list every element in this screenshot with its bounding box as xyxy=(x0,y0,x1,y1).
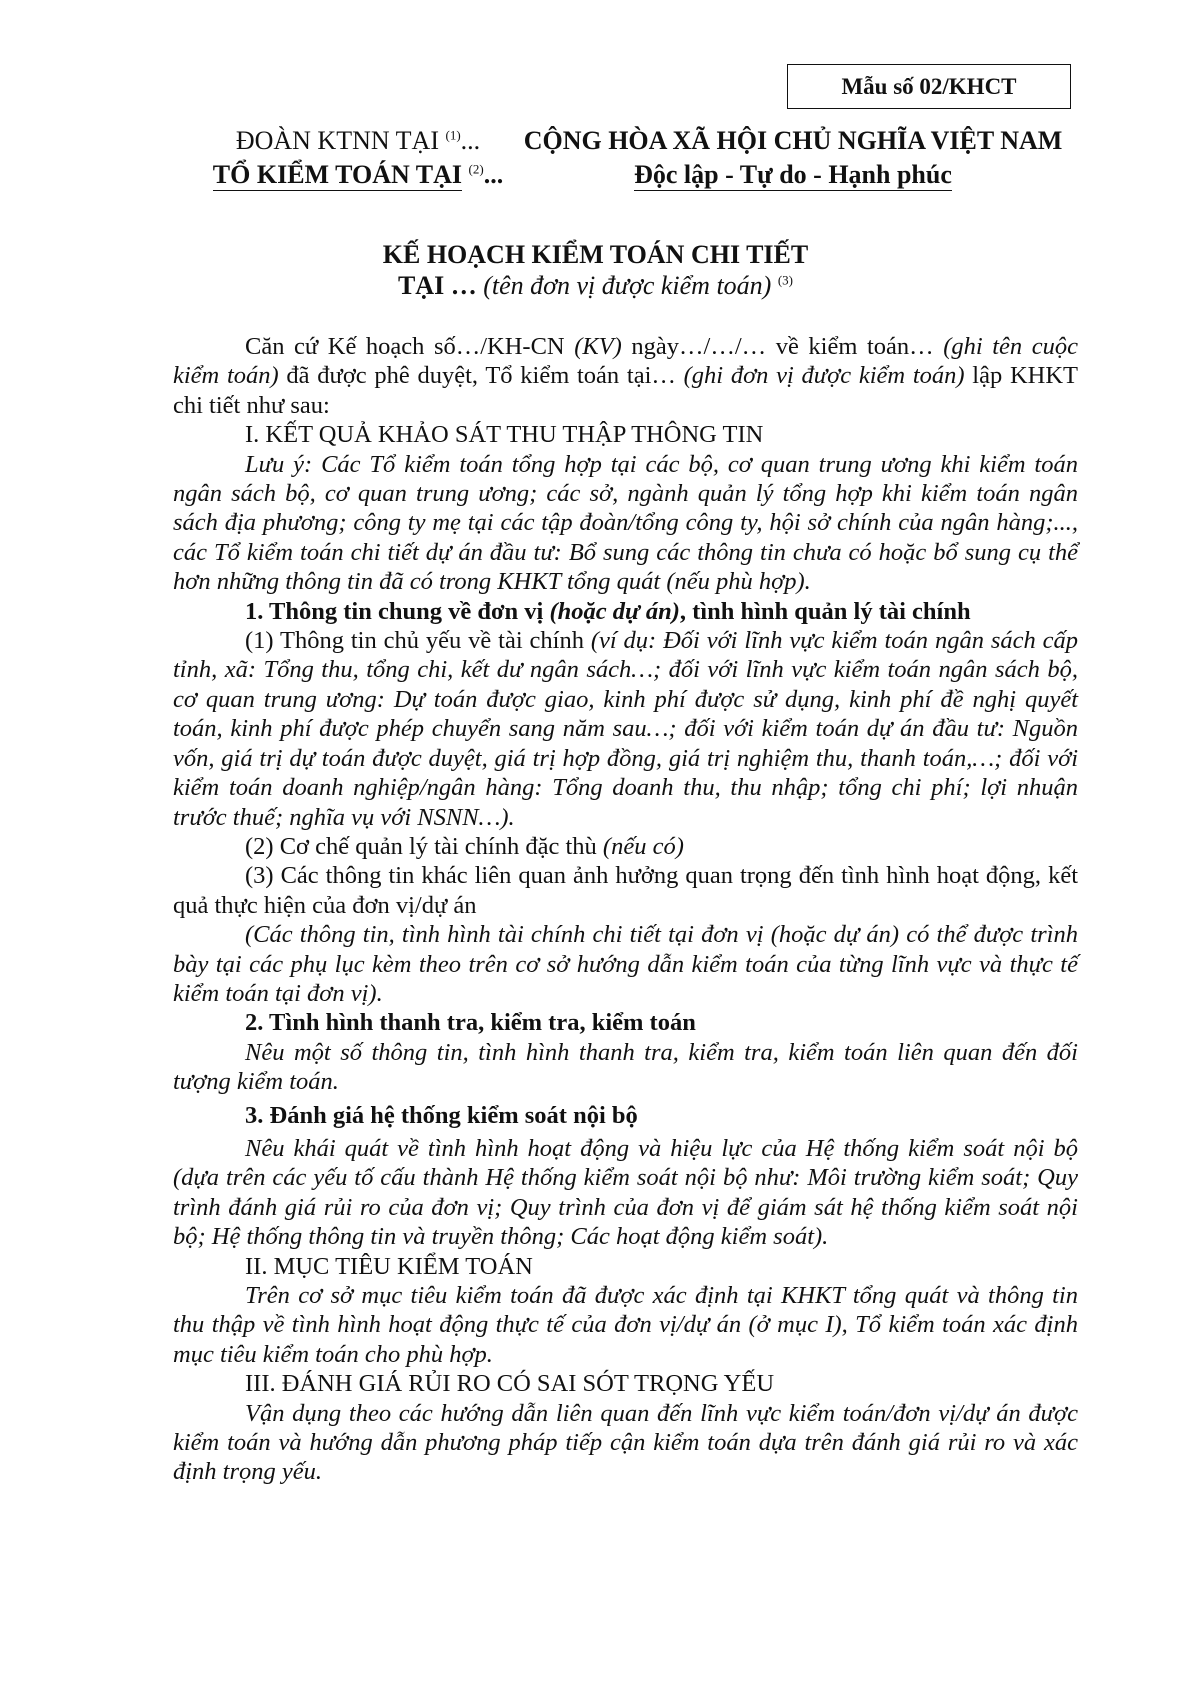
section1-heading: I. KẾT QUẢ KHẢO SÁT THU THẬP THÔNG TIN xyxy=(245,421,764,449)
national-motto-wrap xyxy=(508,158,1078,192)
subsection1-item3: (3) Các thông tin khác liên quan ảnh hưởng quan trọng đến tình hình hoạt động, kết quả thực hiện của đơn vị/dự án xyxy=(173,862,1078,919)
document-body xyxy=(173,332,1078,1487)
subsection1-heading: 1. Thông tin chung về đơn vị (hoặc dự án), tình hình quản lý tài chính xyxy=(245,597,971,625)
subsection3-text: Nêu khái quát về tình hình hoạt động và hiệu lực của Hệ thống kiểm soát nội bộ (dựa trên các yếu tố cấu thành Hệ thống kiểm soát nội bộ như: Môi trường kiểm soát; Quy trình đánh giá rủi ro của đơn vị; Quy trình của đơn vị để giám sát hệ thống kiểm soát nội bộ; Hệ thống thông tin và truyền thông; Các hoạt động kiểm soát). xyxy=(173,1134,1078,1251)
section2-text: Trên cơ sở mục tiêu kiểm toán đã được xác định tại KHKT tổng quát và thông tin thu thập về tình hình hoạt động thực tế của đơn vị/dự án (ở mục I), Tổ kiểm toán xác định mục tiêu kiểm toán cho phù hợp. xyxy=(173,1282,1078,1368)
section1-note: Lưu ý: Các Tổ kiểm toán tổng hợp tại các bộ, cơ quan trung ương khi kiểm toán ngân sách bộ, cơ quan trung ương; các sở, ngành quản lý tổng hợp khi kiểm toán ngân sách địa phương; công ty mẹ tại các tập đoàn/tổng công ty, hội sở chính của ngân hàng;..., các Tổ kiểm toán chi tiết dự án đầu tư: Bổ sung các thông tin chưa có hoặc bổ sung cụ thể hơn những thông tin đã có trong KHKT tổng quát (nếu phù hợp). xyxy=(173,450,1078,596)
national-motto: Độc lập - Tự do - Hạnh phúc xyxy=(634,160,952,189)
form-number-box xyxy=(787,64,1071,109)
section3-text: Vận dụng theo các hướng dẫn liên quan đến lĩnh vực kiểm toán/đơn vị/dự án được kiểm toán và hướng dẫn phương pháp tiếp cận kiểm toán dựa trên đánh giá rủi ro và xác định trọng yếu. xyxy=(173,1399,1078,1486)
national-title: CỘNG HÒA XÃ HỘI CHỦ NGHĨA VIỆT NAM xyxy=(523,126,1063,155)
form-number: Mẫu số 02/KHCT xyxy=(841,73,1017,99)
header-left-line2-underlined: TỔ KIỂM TOÁN TẠI xyxy=(212,160,463,189)
subsection2-text: Nêu một số thông tin, tình hình thanh tra, kiểm tra, kiểm toán liên quan đến đối tượng kiểm toán. xyxy=(173,1038,1078,1096)
document-title: KẾ HOẠCH KIỂM TOÁN CHI TIẾT xyxy=(382,240,809,269)
subsection1-item1: (1) Thông tin chủ yếu về tài chính (ví dụ: Đối với lĩnh vực kiểm toán ngân sách cấp tỉnh, xã: Tổng thu, tổng chi, kết dư ngân sách…; đối với lĩnh vực kiểm toán ngân sách bộ, cơ quan trung ương: Dự toán được giao, kinh phí được sử dụng, kinh phí đề nghị quyết toán, kinh phí được phép chuyển sang năm sau…; đối với kiểm toán dự án đầu tư: Nguồn vốn, giá trị dự toán được duyệt, giá trị hợp đồng, giá trị nghiệm thu, thanh toán,…; đối với kiểm toán doanh nghiệp/ngân hàng: Tổng doanh thu, thu nhập; tổng chi phí; lợi nhuận trước thuế; nghĩa vụ với NSNN…). xyxy=(173,627,1078,831)
subsection3-heading: 3. Đánh giá hệ thống kiểm soát nội bộ xyxy=(245,1101,638,1129)
subsection1-item3-note: (Các thông tin, tình hình tài chính chi tiết tại đơn vị (hoặc dự án) có thể được trình bày tại các phụ lục kèm theo trên cơ sở hướng dẫn kiểm toán của từng lĩnh vực và thực tế kiểm toán tại đơn vị). xyxy=(173,921,1078,1007)
section3-heading: III. ĐÁNH GIÁ RỦI RO CÓ SAI SÓT TRỌNG YẾU xyxy=(245,1370,775,1398)
subsection1-item2: (2) Cơ chế quản lý tài chính đặc thù (nếu có) xyxy=(245,832,684,860)
document-subtitle: TẠI … (tên đơn vị được kiểm toán) $^{(3)}$ xyxy=(397,271,794,300)
header-left-line1: ĐOÀN KTNN TẠI $^{(1)}$... xyxy=(235,126,481,155)
header-left-line2: TỔ KIỂM TOÁN TẠI $^{(2)}$... xyxy=(212,160,504,189)
header-right xyxy=(508,124,1078,192)
intro-paragraph: Căn cứ Kế hoạch số…/KH-CN (KV) ngày…/…/… về kiểm toán… (ghi tên cuộc kiểm toán) đã được phê duyệt, Tổ kiểm toán tại… (ghi đơn vị được kiểm toán) lập KHKT chi tiết như sau: xyxy=(173,333,1079,419)
header-left xyxy=(178,124,538,192)
subsection2-heading: 2. Tình hình thanh tra, kiểm tra, kiểm toán xyxy=(245,1009,696,1037)
section2-heading: II. MỤC TIÊU KIỂM TOÁN xyxy=(245,1252,533,1280)
